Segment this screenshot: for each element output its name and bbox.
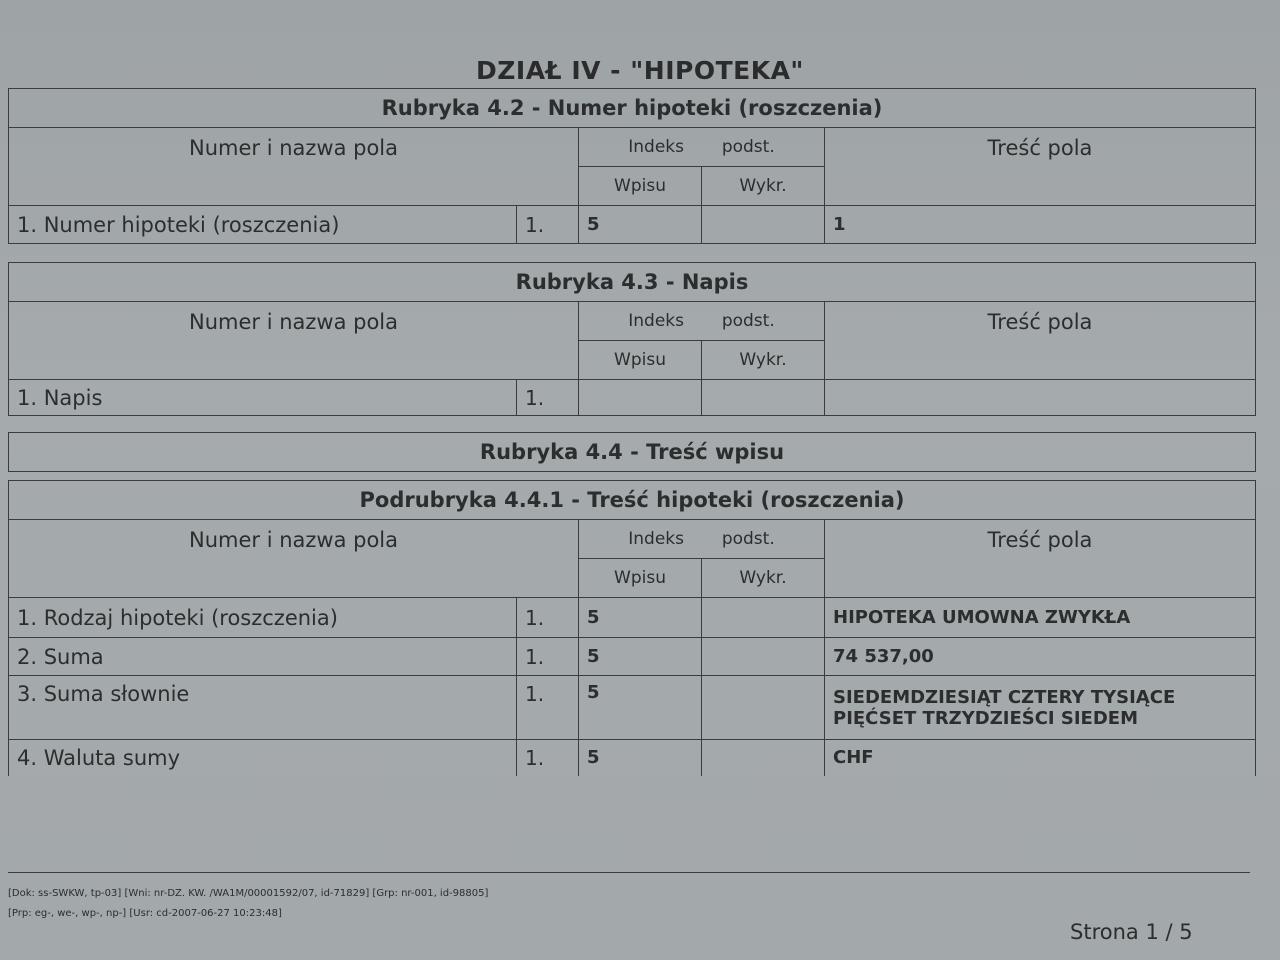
col-header-wykr: Wykr.	[702, 341, 825, 380]
footer-divider	[8, 872, 1250, 873]
field-content: 74 537,00	[825, 638, 1256, 676]
field-content	[825, 380, 1256, 416]
field-content	[825, 676, 1256, 740]
field-wykr	[702, 206, 825, 244]
rubryka-4-3-table	[8, 262, 1256, 416]
table-row	[9, 206, 1256, 244]
field-content: 1	[825, 206, 1256, 244]
field-wpisu	[579, 380, 702, 416]
footer-meta-line-1: [Dok: ss-SWKW, tp-03] [Wni: nr-DZ. KW. /WA1M/00001592/07, id-71829] [Grp: nr-001, id-98805]	[8, 888, 489, 899]
section-title: DZIAŁ IV - "HIPOTEKA"	[476, 56, 804, 85]
col-header-name: Numer i nazwa pola	[9, 520, 579, 598]
rubryka-4-2-table	[8, 88, 1256, 244]
indeks-label: Indeks	[628, 311, 684, 331]
podrubryka-4-4-1-table	[8, 480, 1256, 776]
podst-label: podst.	[721, 311, 775, 331]
indeks-label: Indeks	[628, 529, 684, 549]
indeks-label: Indeks	[628, 137, 684, 157]
field-wpisu: 5	[579, 740, 702, 776]
col-header-wpisu: Wpisu	[579, 341, 702, 380]
field-sub: 1.	[517, 206, 579, 244]
field-sub: 1.	[517, 676, 579, 740]
field-name: 1. Numer hipoteki (roszczenia)	[9, 206, 517, 244]
footer-meta-line-2: [Prp: eg-, we-, wp-, np-] [Usr: cd-2007-06-27 10:23:48]	[8, 908, 282, 919]
content-line: PIĘĆSET TRZYDZIEŚCI SIEDEM	[833, 707, 1138, 729]
rubryka-heading: Rubryka 4.3 - Napis	[9, 263, 1256, 302]
field-wpisu: 5	[579, 206, 702, 244]
col-header-name: Numer i nazwa pola	[9, 302, 579, 380]
col-header-wykr: Wykr.	[702, 167, 825, 206]
field-name: 4. Waluta sumy	[9, 740, 517, 776]
field-wykr	[702, 676, 825, 740]
col-header-content: Treść pola	[825, 520, 1256, 598]
field-sub: 1.	[517, 740, 579, 776]
table-row	[9, 380, 1256, 416]
field-name: 2. Suma	[9, 638, 517, 676]
rubryka-heading: Rubryka 4.4 - Treść wpisu	[9, 433, 1256, 472]
field-content: CHF	[825, 740, 1256, 776]
col-header-wpisu: Wpisu	[579, 167, 702, 206]
podst-label: podst.	[721, 137, 775, 157]
col-header-indeks	[579, 302, 825, 341]
col-header-wpisu: Wpisu	[579, 559, 702, 598]
field-name: 3. Suma słownie	[9, 676, 517, 740]
podst-label: podst.	[721, 529, 775, 549]
podrubryka-heading: Podrubryka 4.4.1 - Treść hipoteki (roszczenia)	[9, 481, 1256, 520]
field-sub: 1.	[517, 638, 579, 676]
field-sub: 1.	[517, 598, 579, 638]
field-wpisu: 5	[579, 676, 702, 740]
table-row	[9, 676, 1256, 740]
col-header-name: Numer i nazwa pola	[9, 128, 579, 206]
rubryka-heading: Rubryka 4.2 - Numer hipoteki (roszczenia)	[9, 89, 1256, 128]
col-header-wykr: Wykr.	[702, 559, 825, 598]
field-name: 1. Rodzaj hipoteki (roszczenia)	[9, 598, 517, 638]
field-wykr	[702, 598, 825, 638]
field-wykr	[702, 740, 825, 776]
field-wykr	[702, 380, 825, 416]
col-header-indeks	[579, 128, 825, 167]
table-row	[9, 638, 1256, 676]
field-wpisu: 5	[579, 598, 702, 638]
field-name: 1. Napis	[9, 380, 517, 416]
table-row	[9, 598, 1256, 638]
col-header-indeks	[579, 520, 825, 559]
field-wykr	[702, 638, 825, 676]
col-header-content: Treść pola	[825, 128, 1256, 206]
content-line: SIEDEMDZIESIĄT CZTERY TYSIĄCE	[833, 686, 1176, 708]
rubryka-4-4-table	[8, 432, 1256, 472]
col-header-content: Treść pola	[825, 302, 1256, 380]
table-row	[9, 740, 1256, 776]
field-content: HIPOTEKA UMOWNA ZWYKŁA	[825, 598, 1256, 638]
field-sub: 1.	[517, 380, 579, 416]
field-wpisu: 5	[579, 638, 702, 676]
page-number: Strona 1 / 5	[1070, 920, 1193, 944]
